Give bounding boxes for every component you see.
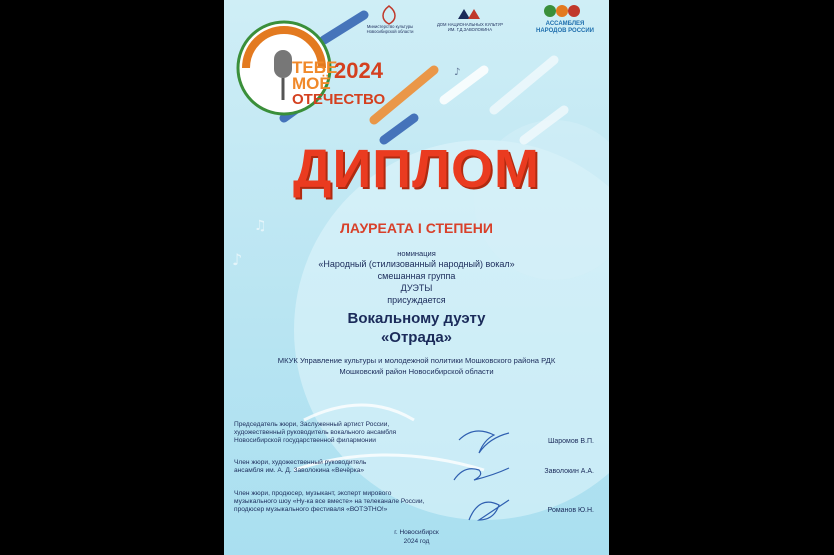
signature-name: Заволокин А.А. (544, 468, 594, 475)
festival-logo-line1: ТЕБЕ (292, 58, 338, 77)
svg-text:♪: ♪ (454, 67, 461, 78)
signature-role: ансамбля им. А. Д. Заволокина «Вечёрка» (234, 467, 365, 474)
signature-row (234, 490, 594, 520)
ministry-name: Министерство культуры Новосибирской области (366, 24, 414, 34)
signature-role: Член жюри, художественный руководитель (234, 459, 367, 466)
festival-logo-year: 2024 (334, 58, 383, 83)
house-of-cultures-logo-icon (456, 5, 484, 21)
signature-row (234, 421, 594, 451)
nomination-label: номинация (397, 249, 436, 258)
signature-role: Председатель жюри, Заслуженный артист России, (234, 421, 390, 428)
signature-role: Член жюри, продюсер, музыкант, эксперт мирового (234, 490, 392, 497)
signature-role: продюсер музыкального фестиваля «ВОТЭТНО!» (234, 506, 388, 513)
festival-logo-line2: МОЁ (292, 74, 331, 93)
group-type: смешанная группа (377, 271, 456, 281)
diploma-document (224, 0, 609, 555)
recipient-line2: «Отрада» (380, 329, 453, 346)
nomination-value: «Народный (стилизованный народный) вокал» (318, 259, 515, 269)
svg-text:♫: ♫ (254, 218, 267, 234)
organization-line1: МКУК Управление культуры и молодежной политики Мошковского района РДК (277, 356, 556, 365)
signature-name: Романов Ю.Н. (547, 507, 594, 514)
diploma-title: ДИПЛОМ (293, 139, 540, 199)
signature-name: Шаромов В.П. (547, 438, 594, 445)
footer-year: 2024 год (403, 538, 430, 545)
footer-city: г. Новосибирск (394, 529, 439, 536)
house-of-cultures-name: ДОМ НАЦИОНАЛЬНЫХ КУЛЬТУР ИМ. Г.Д.ЗАВОЛОКИНА (436, 22, 504, 32)
diploma-subtitle: ЛАУРЕАТА I СТЕПЕНИ (340, 220, 493, 236)
assembly-line1: АССАМБЛЕЯ (545, 21, 585, 27)
signature-role: художественный руководитель вокального ансамбля (234, 429, 397, 436)
assembly-line2: НАРОДОВ РОССИИ (536, 28, 594, 34)
signature-role: музыкального шоу «Ну-ка все вместе» на телеканале России, (234, 498, 425, 505)
assembly-logo-icon (542, 2, 582, 20)
awarded-text: присуждается (387, 295, 446, 305)
category: ДУЭТЫ (400, 283, 433, 293)
recipient-line1: Вокальному дуэту (347, 310, 486, 327)
microphone-icon (274, 50, 292, 78)
signature-role: Новосибирской государственной филармонии (234, 437, 376, 444)
ministry-emblem-icon (377, 4, 401, 26)
organization-line2: Мошковский район Новосибирской области (339, 367, 494, 376)
signature-row (234, 459, 594, 479)
festival-logo-line3: ОТЕЧЕСТВО (292, 91, 386, 108)
svg-text:♪: ♪ (232, 250, 243, 269)
